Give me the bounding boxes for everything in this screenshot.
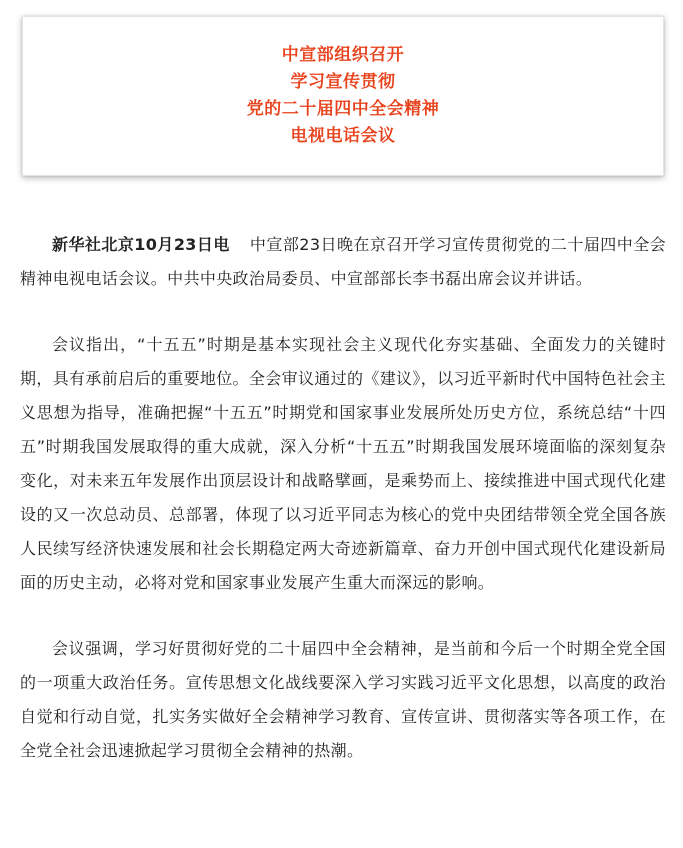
headline-line-1: 中宣部组织召开 (281, 45, 405, 65)
article-paragraph-1 (20, 228, 666, 296)
dateline: 新华社北京10月23日电 (52, 235, 230, 254)
paragraph-1-text: 中宣部23日晚在京召开学习宣传贯彻党的二十届四中全会精神电视电话会议。中共中央政治局委员、中宣部部长李书磊出席会议并讲话。 (20, 235, 667, 288)
article-paragraph-2: 会议指出，“十五五”时期是基本实现社会主义现代化夯实基础、全面发力的关键时期，具有承前启后的重要地位。全会审议通过的《建议》，以习近平新时代中国特色社会主义思想为指导，准确把握“十五五”时期党和国家事业发展所处历史方位，系统总结“十四五”时期我国发展取得的重大成就，深入分析“十五五”时期我国发展环境面临的深刻复杂变化，对未来五年发展作出顶层设计和战略擘画，是乘势而上、接续推进中国式现代化建设的又一次总动员、总部署，体现了以习近平同志为核心的党中央团结带领全党全国各族人民续写经济快速发展和社会长期稳定两大奇迹新篇章、奋力开创中国式现代化建设新局面的历史主动，必将对党和国家事业发展产生重大而深远的影响。 (20, 335, 667, 592)
headline-line-4: 电视电话会议 (290, 126, 396, 146)
headline-line-3: 党的二十届四中全会精神 (246, 99, 440, 119)
article-body (20, 228, 666, 800)
article-paragraph-3: 会议强调，学习好贯彻好党的二十届四中全会精神，是当前和今后一个时期全党全国的一项重大政治任务。宣传思想文化战线要深入学习实践习近平文化思想，以高度的政治自觉和行动自觉，扎实务实做好全会精神学习教育、宣传宣讲、贯彻落实等各项工作，在全党全社会迅速掀起学习贯彻全会精神的热潮。 (20, 639, 666, 760)
headline-card (22, 16, 664, 176)
headline-line-2: 学习宣传贯彻 (290, 72, 396, 92)
